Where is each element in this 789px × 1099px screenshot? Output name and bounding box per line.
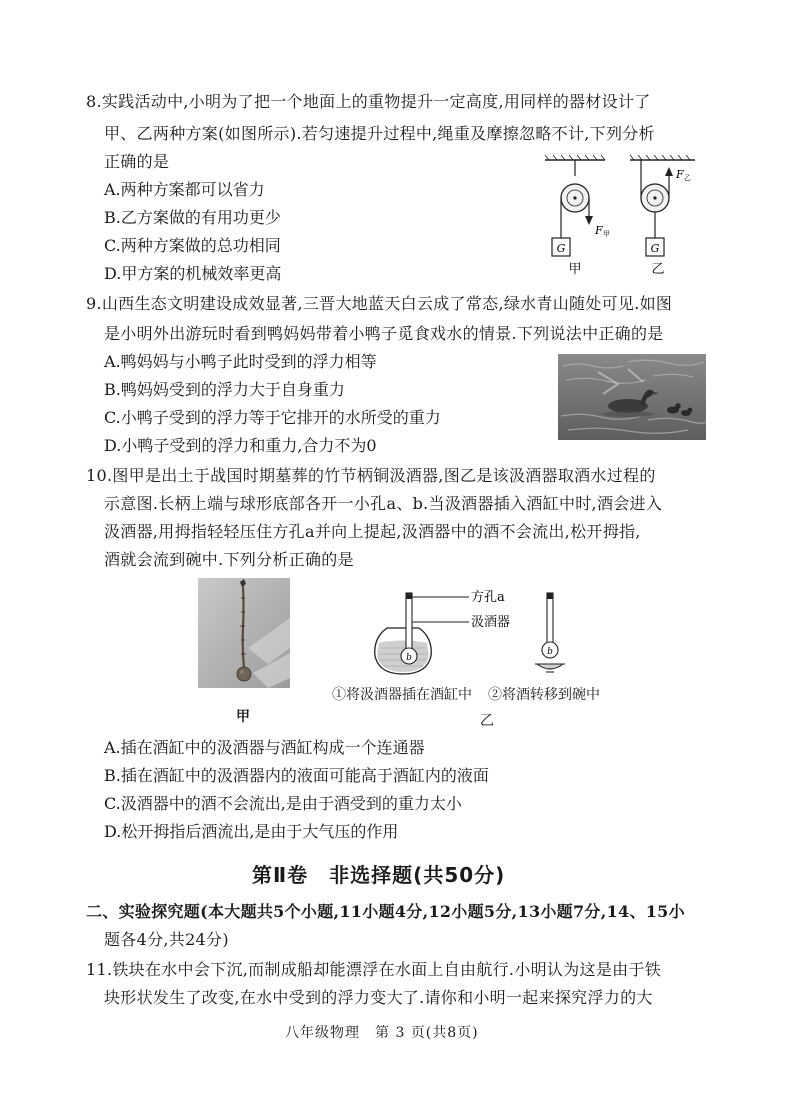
force-yi-label: F	[676, 168, 684, 181]
label-jia: 甲	[568, 262, 582, 277]
q8-stem-line3: 正确的是	[104, 152, 170, 171]
device-over-bowl	[535, 593, 565, 672]
q10-stem-line2: 示意图.长柄上端与球形底部各开一小孔a、b.当汲酒器插入酒缸中时,酒会进入	[104, 494, 663, 513]
q10-option-b: B.插在酒缸中的汲酒器内的液面可能高于酒缸内的液面	[104, 766, 489, 785]
q10-option-a: A.插在酒缸中的汲酒器与酒缸构成一个连通器	[104, 738, 425, 757]
pulley-jia	[545, 155, 610, 277]
q10-option-d: D.松开拇指后酒流出,是由于大气压的作用	[104, 822, 399, 841]
weight-g-jia: G	[556, 242, 566, 255]
q8-option-d: D.甲方案的机械效率更高	[104, 264, 282, 283]
q8-option-b: B.乙方案做的有用功更少	[104, 208, 281, 227]
q8-option-c: C.两种方案做的总功相同	[104, 236, 281, 255]
q11-stem-line1: 11.铁块在水中会下沉,而制成船却能漂浮在水面上自由航行.小明认为这是由于铁	[86, 960, 662, 979]
hole-b-label-right: b	[547, 647, 553, 657]
q9-option-d: D.小鸭子受到的浮力和重力,合力不为0	[104, 436, 377, 455]
jar-with-device	[375, 593, 432, 674]
q9-option-b: B.鸭妈妈受到的浮力大于自身重力	[104, 380, 345, 399]
q10-diagram	[365, 588, 570, 680]
q11-stem-line2: 块形状发生了改变,在水中受到的浮力变大了.请你和小明一起来探究浮力的大	[104, 988, 653, 1007]
q10-step1-caption: ①将汲酒器插在酒缸中	[332, 687, 472, 703]
section-2-heading-line1	[86, 901, 685, 923]
q8-stem-line1: 8.实践活动中,小明为了把一个地面上的重物提升一定高度,用同样的器材设计了	[86, 92, 651, 111]
q10-stem-line4: 酒就会流到碗中.下列分析正确的是	[104, 550, 354, 569]
q10-stem-line3: 汲酒器,用拇指轻轻压住方孔a并向上提起,汲酒器中的酒不会流出,松开拇指,	[104, 522, 641, 541]
section-2-heading-line2: 题各4分,共24分)	[104, 930, 229, 949]
q8-option-a: A.两种方案都可以省力	[104, 180, 265, 199]
q9-stem-line2: 是小明外出游玩时看到鸭妈妈带着小鸭子觅食戏水的情景.下列说法中正确的是	[104, 324, 664, 343]
device-label: 汲酒器	[471, 615, 511, 630]
weight-g-yi: G	[650, 242, 660, 255]
q9-option-c: C.小鸭子受到的浮力等于它排开的水所受的重力	[104, 408, 441, 427]
q10-option-c: C.汲酒器中的酒不会流出,是由于酒受到的重力太小	[104, 794, 462, 813]
force-yi-subscript: 乙	[684, 174, 691, 182]
q10-label-yi: 乙	[480, 713, 494, 729]
q9-option-a: A.鸭妈妈与小鸭子此时受到的浮力相等	[104, 352, 377, 371]
force-jia-subscript: 甲	[603, 230, 610, 238]
q10-label-jia: 甲	[236, 709, 250, 725]
q8-pulley-figure	[535, 150, 715, 280]
q9-stem-line1: 9.山西生态文明建设成效显著,三晋大地蓝天白云成了常态,绿水青山随处可见.如图	[86, 294, 673, 313]
q10-ladle-photo	[198, 578, 290, 688]
q8-stem-line2: 甲、乙两种方案(如图所示).若匀速提升过程中,绳重及摩擦忽略不计,下列分析	[104, 124, 655, 143]
hole-a-label: 方孔a	[471, 590, 505, 605]
force-jia-label: F	[595, 224, 603, 237]
q10-stem-line1: 10.图甲是出土于战国时期墓葬的竹节柄铜汲酒器,图乙是该汲酒器取酒水过程的	[86, 466, 656, 485]
section-2-title: 第Ⅱ卷 非选择题(共50分)	[252, 863, 506, 887]
q9-duck-photo	[558, 354, 706, 440]
pulley-yi	[630, 155, 695, 277]
hole-b-label: b	[406, 653, 412, 663]
page-footer: 八年级物理 第 3 页(共8页)	[285, 1025, 479, 1041]
q10-step2-caption: ②将酒转移到碗中	[488, 687, 600, 703]
section-2-heading-text: 二、实验探究题(本大题共5个小题,11小题4分,12小题5分,13小题7分,14、15小	[86, 902, 685, 921]
label-yi: 乙	[651, 262, 665, 277]
